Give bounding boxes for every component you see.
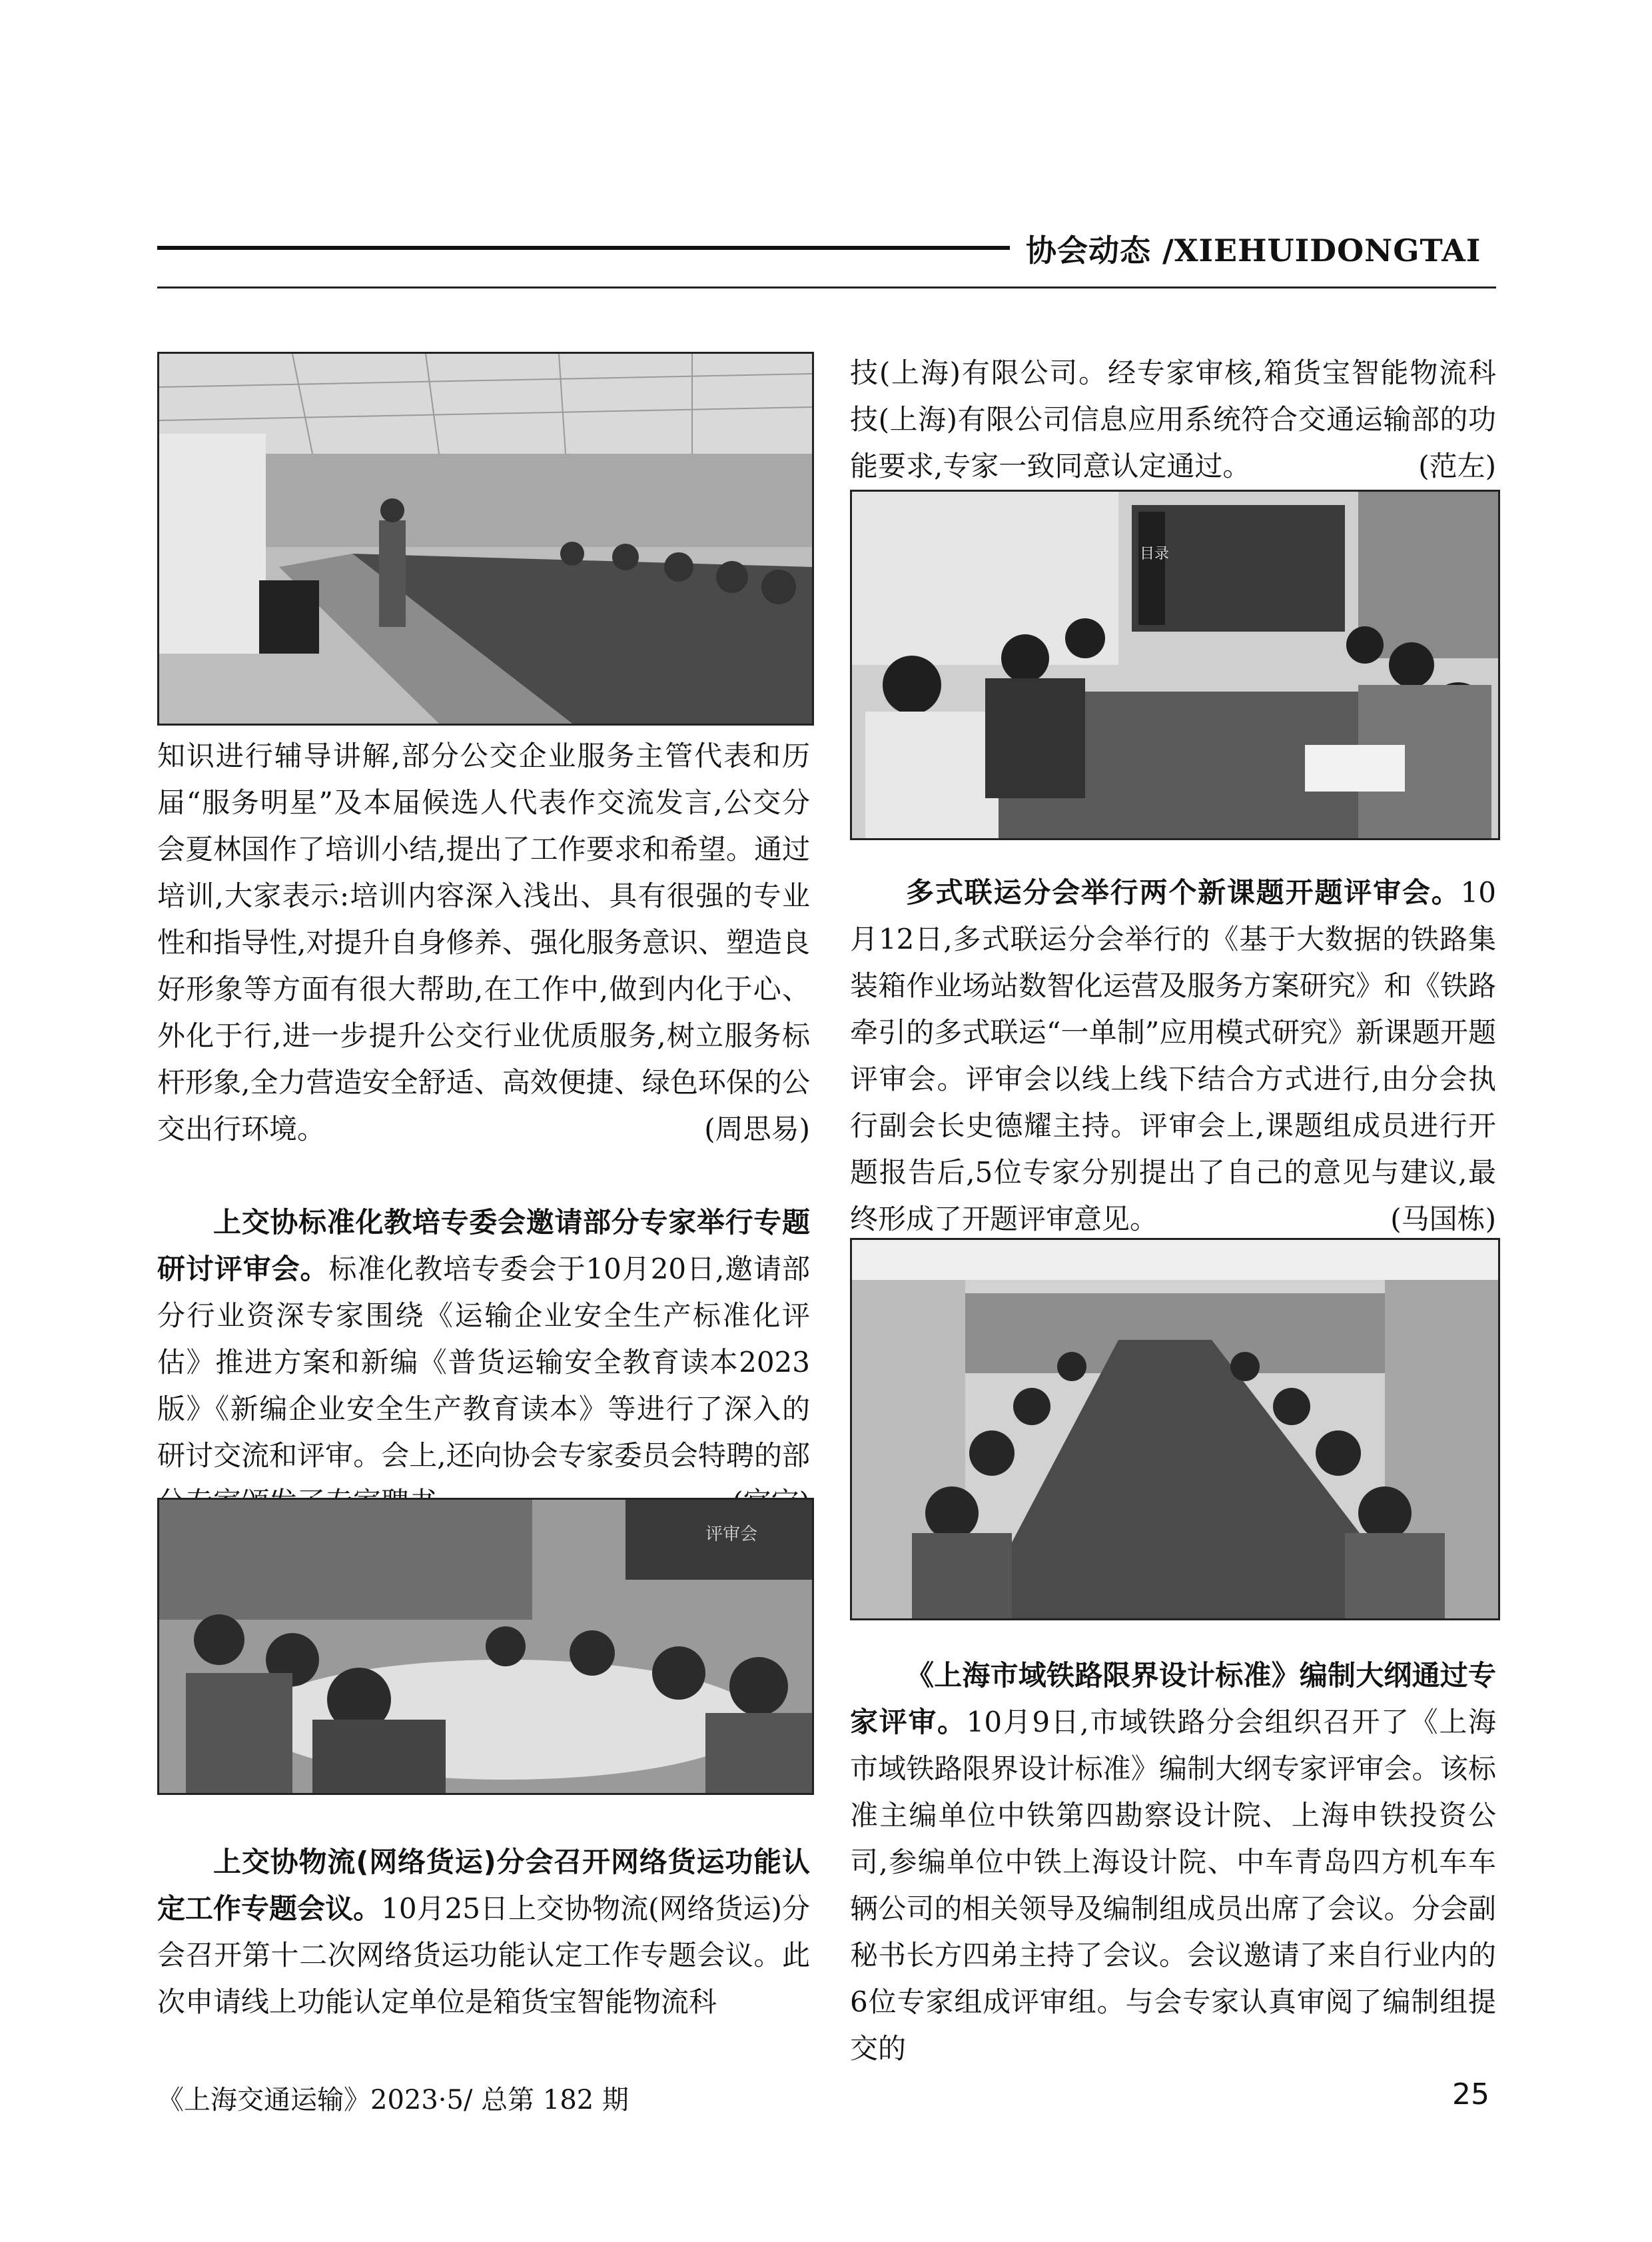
article3-continuation (850, 350, 1496, 490)
journal-info: 《上海交通运输》2023·5/ 总第 182 期 (157, 2085, 629, 2115)
photo-training-hall (157, 352, 814, 726)
article2-body: 标准化教培专委会于10月20日,邀请部分行业资深专家围绕《运输企业安全生产标准化评估》推进方案和新编《普货运输安全教育读本2023版》《新编企业安全生产教育读本》等进行了深入的研讨交流和评审。会上,还向协会专家委员会特聘的部 (157, 1253, 810, 1472)
right-column-bottom (850, 1652, 1496, 2072)
article3-lead: 上交协物流(网络货运)分会召开网络货运功能认定工作专题会议。 (157, 1846, 810, 1925)
article4-lead: 多式联运分会举行两个新课题开题评审会。 (906, 876, 1461, 909)
photo-standards-review (157, 1498, 814, 1795)
article5-body: 10月9日,市域铁路分会组织召开了《上海市域铁路限界设计标准》编制大纲专家评审会。该标准主编单位中铁第四勘察设计院、上海申铁投资公司,参编单位中铁上海设计院、中车青岛四方机车车辆公司的相关领导及编制组成员出席了会议。分会副秘书长方四弟主持了会议。会议邀请了来自行业内的6位专家组成评审组。与会专家认真审阅了编制组提交的 (850, 1706, 1496, 2065)
article3-body: 10月25日上交协物流(网络货运)分会召开第十二次网络货运功能认定工作专题会议。此次申请线上功能认定单位是箱货宝智能物流科 (157, 1892, 810, 2018)
article5-lead: 《上海市域铁路限界设计标准》编制大纲通过专家评审。 (850, 1659, 1496, 1738)
article2-lead: 上交协标准化教培专委会邀请部分专家举行专题研讨评审会。 (157, 1206, 810, 1285)
article2 (157, 1199, 810, 1526)
article4-body: 10月12日,多式联运分会举行的《基于大数据的铁路集装箱作业场站数智化运营及服务方案研究》和《铁路牵引的多式联运“一单制”应用模式研究》新课题开题评审会。评审会以线上线下结合方式进行,由分会执行副会长史德耀主持。评审会上,课题组成员进行开题报告后,5位专家分别提出了自己的意见与建议,最终形成了开题评审意见。 (850, 876, 1496, 1235)
article4 (850, 869, 1496, 1243)
photo-railway-standard-review (850, 1238, 1500, 1620)
article5 (850, 1652, 1496, 2072)
article1-text: 知识进行辅导讲解,部分公交企业服务主管代表和历届“服务明星”及本届候选人代表作交流发言,公交分会夏林国作了培训小结,提出了工作要求和希望。通过培训,大家表示:培训内容深入浅出、具有很强的专业性和指导性,对提升自身修养、强化服务意识、塑造良好形象等方面有很大帮助,在工作中,做到内化于心、外化于行,进一步提升公交行业优质服务,树立服务标杆形象,全力营造安全舒适、高效便捷、绿色环保的公交出行环境。 (157, 740, 810, 1145)
right-column-top (850, 350, 1496, 490)
article3-author: (范左) (1418, 450, 1496, 482)
left-column (157, 733, 810, 1526)
right-column-middle (850, 869, 1496, 1243)
header-separator (157, 286, 1496, 288)
section-title: 协会动态 /XIEHUIDONGTAI (1026, 233, 1481, 269)
photo-multimodal-meeting (850, 490, 1500, 840)
page-number: 25 (1452, 2077, 1489, 2111)
article1-author: (周思易) (704, 1113, 810, 1145)
header-rule (157, 246, 1010, 250)
screen-text-contents: 目录 (1140, 546, 1170, 562)
article3-cont-text: 技(上海)有限公司。经专家审核,箱货宝智能物流科技(上海)有限公司信息应用系统符合交通运输部的功能要求,专家一致同意认定通过。 (850, 356, 1496, 482)
article4-author: (马国栋) (1390, 1203, 1496, 1235)
screen-text-review: 评审会 (705, 1524, 758, 1544)
article1-continuation (157, 733, 810, 1153)
article3 (157, 1839, 810, 2025)
left-column-bottom (157, 1839, 810, 2025)
